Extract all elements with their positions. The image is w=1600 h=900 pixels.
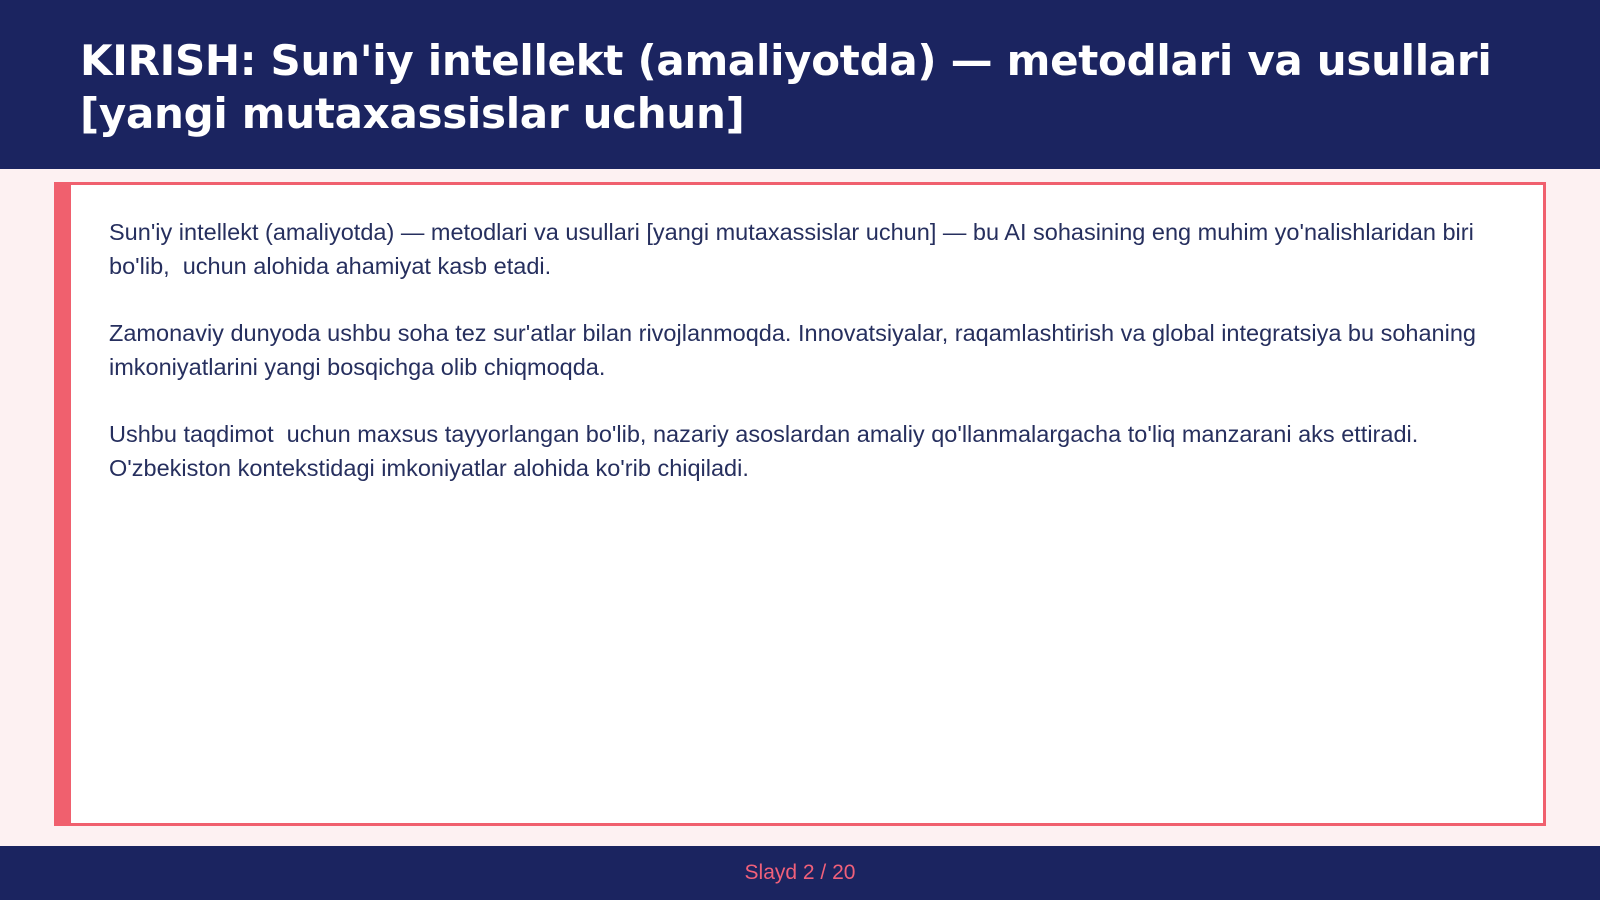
- content-card: [54, 182, 1546, 826]
- slide-header: [0, 0, 1600, 169]
- intro-paragraph-1: Sun'iy intellekt (amaliyotda) — metodlari va usullari [yangi mutaxassislar uchun] — bu AI sohasining eng muhim yo'nalishlaridan biri bo'lib, uchun alohida ahamiyat kasb etadi.: [109, 219, 1481, 279]
- content-body: [71, 185, 1543, 485]
- slide-counter: Slayd 2 / 20: [744, 861, 856, 884]
- intro-paragraph-3: Ushbu taqdimot uchun maxsus tayyorlangan bo'lib, nazariy asoslardan amaliy qo'llanmalargacha to'liq manzarani aks ettiradi. O'zbekiston kontekstidagi imkoniyatlar alohida ko'rib chiqiladi.: [109, 421, 1425, 481]
- slide-footer: [0, 846, 1600, 900]
- slide-title: KIRISH: Sun'iy intellekt (amaliyotda) — metodlari va usullari [yangi mutaxassislar uchun]: [80, 36, 1492, 138]
- intro-paragraph-2: Zamonaviy dunyoda ushbu soha tez sur'atlar bilan rivojlanmoqda. Innovatsiyalar, raqamlashtirish va global integratsiya bu sohaning imkoniyatlarini yangi bosqichga olib chiqmoqda.: [109, 320, 1483, 380]
